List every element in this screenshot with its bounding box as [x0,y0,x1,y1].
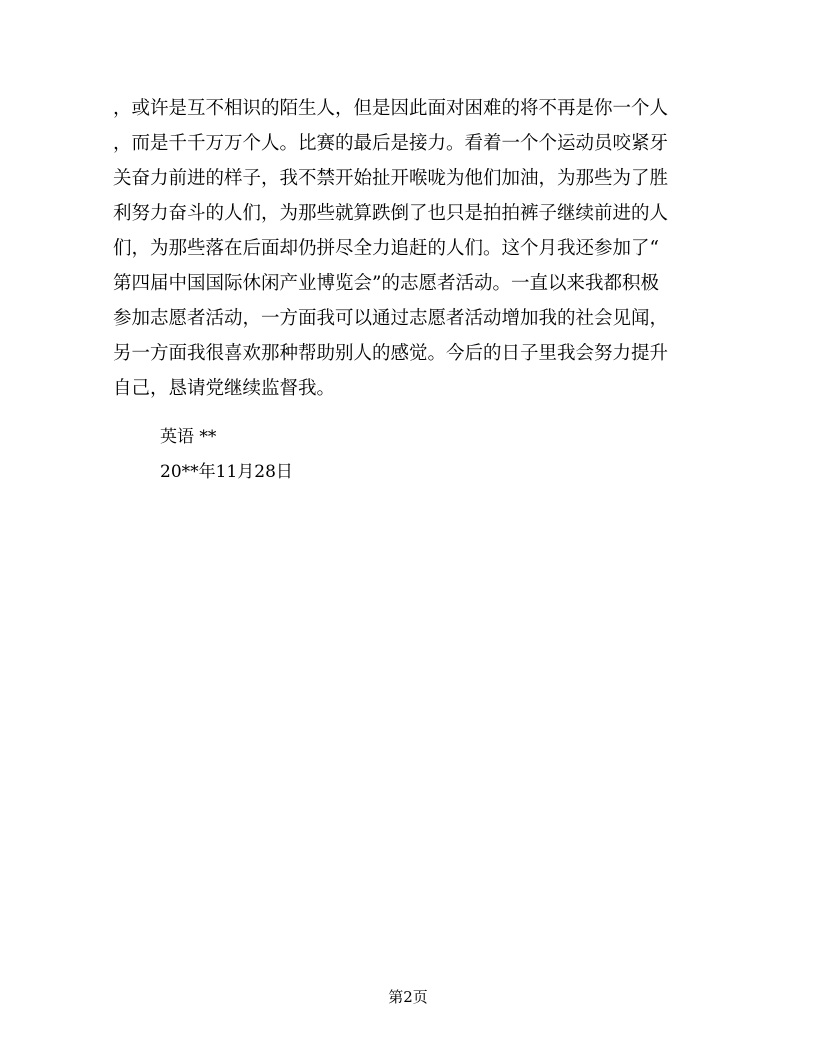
signature: 英语 ** [160,427,217,447]
body-line-3: 关奋力前进的样子，我不禁开始扯开喉咙为他们加油，为那些为了胜 [113,168,669,189]
body-line-6: 第四届中国国际休闲产业博览会”的志愿者活动。一直以来我都积极 [113,273,659,294]
body-line-9: 自己，恳请党继续监督我。 [113,378,336,399]
body-line-8: 另一方面我很喜欢那种帮助别人的感觉。今后的日子里我会努力提升 [113,343,669,364]
signature-date: 20**年11月28日 [160,462,293,482]
body-line-4: 利努力奋斗的人们，为那些就算跌倒了也只是拍拍裤子继续前进的人 [113,203,669,224]
body-line-1: ，或许是互不相识的陌生人，但是因此面对困难的将不再是你一个人 [113,98,669,119]
body-line-7: 参加志愿者活动，一方面我可以通过志愿者活动增加我的社会见闻， [113,308,669,329]
body-line-2: ，而是千千万万个人。比赛的最后是接力。看着一个个运动员咬紧牙 [113,133,669,154]
page-number-footer: 第2页 [388,988,428,1006]
body-line-5: 们，为那些落在后面却仍拼尽全力追赶的人们。这个月我还参加了“ [113,238,659,259]
